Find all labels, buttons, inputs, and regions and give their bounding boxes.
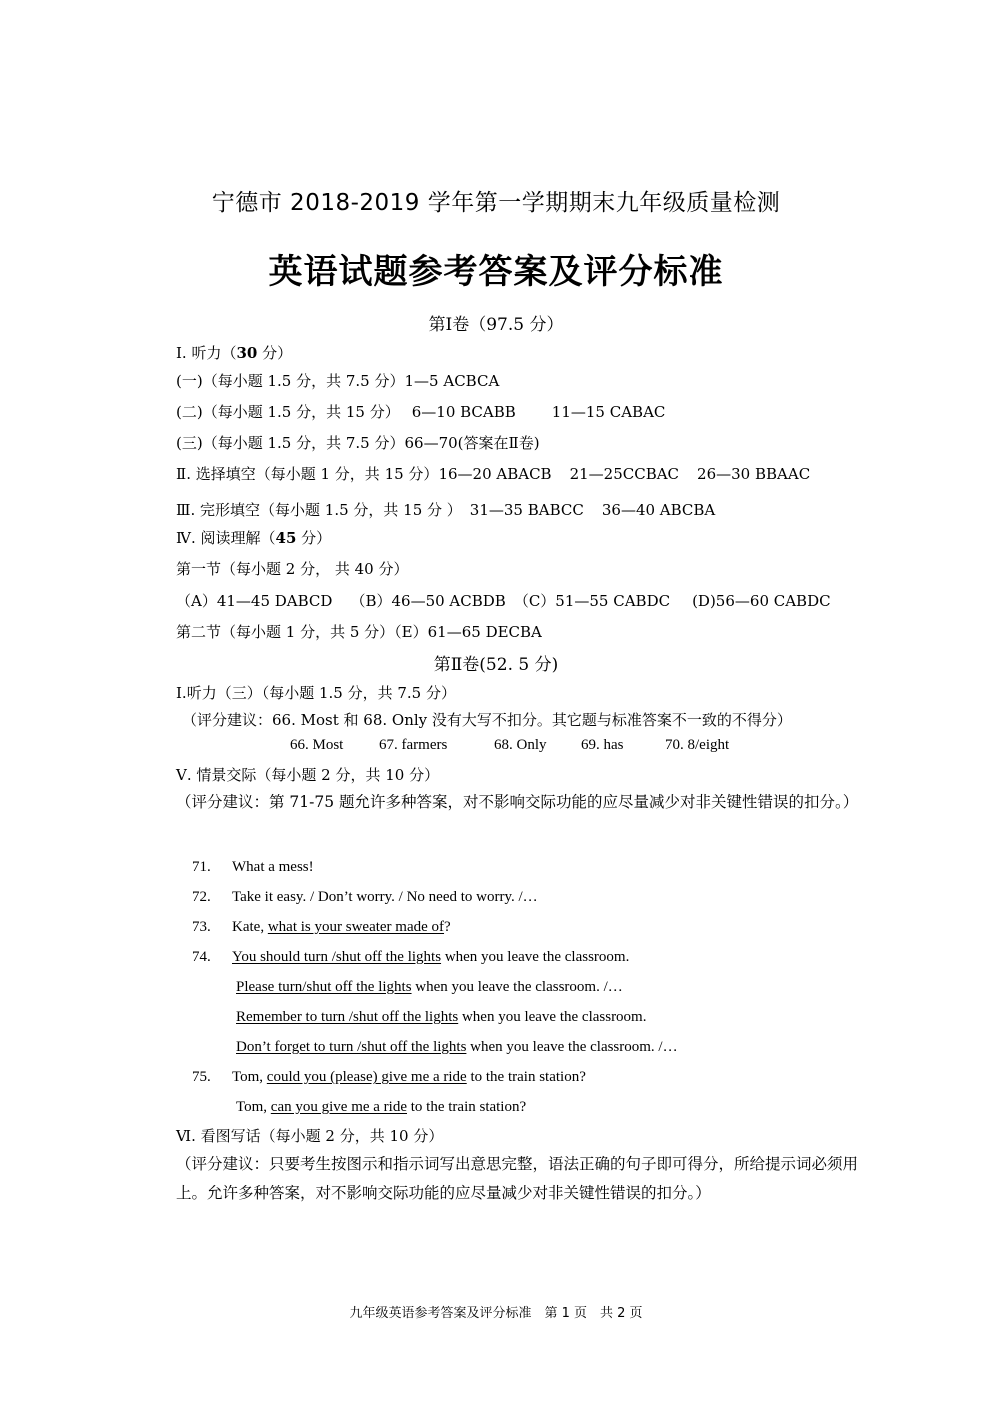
listening-sec3: (三)（每小题 1.5 分，共 7.5 分）66—70(答案在Ⅱ卷) — [176, 434, 540, 452]
dialog-heading: Ⅴ. 情景交际（每小题 2 分，共 10 分） — [176, 766, 440, 784]
answer-74: 74. You should turn /shut off the lights when you leave the classroom. — [192, 949, 630, 965]
writing-note: （评分建议：只要考生按图示和指示词写出意思完整，语法正确的句子即可得分，所给提示词必须用上。允许多种答案，对不影响交际功能的应尽量减少对非关键性错误的扣分。） — [176, 1155, 859, 1202]
answer-74-alt1: Please turn/shut off the lights when you leave the classroom. /… — [236, 979, 623, 995]
answer-75: 75. Tom, could you (please) give me a ride to the train station? — [192, 1069, 586, 1085]
document-title: 宁德市 2018-2019 学年第一学期期末九年级质量检测 — [211, 190, 781, 216]
writing-heading: Ⅵ. 看图写话（每小题 2 分，共 10 分） — [176, 1127, 444, 1145]
answer-66: 66. Most — [290, 737, 344, 753]
reading-section2: 第二节（每小题 1 分，共 5 分）（E）61—65 DECBA — [176, 623, 542, 641]
document-subtitle: 英语试题参考答案及评分标准 — [268, 252, 724, 292]
answer-70: 70. 8/eight — [665, 737, 730, 753]
page-footer: 九年级英语参考答案及评分标准 第 1 页 共 2 页 — [349, 1306, 643, 1321]
answer-68: 68. Only — [494, 737, 547, 753]
part1-heading: 第Ⅰ卷（97.5 分） — [428, 315, 564, 335]
listening-heading: Ⅰ. 听力（30 分） — [176, 344, 293, 362]
answer-74-alt2: Remember to turn /shut off the lights when you leave the classroom. — [236, 1009, 647, 1025]
answer-73: 73. Kate, what is your sweater made of? — [192, 919, 451, 935]
answer-75-alt: Tom, can you give me a ride to the train station? — [236, 1099, 527, 1115]
part2-heading: 第Ⅱ卷(52. 5 分) — [433, 655, 559, 675]
reading-section1-answers: （A）41—45 DABCD （B）46—50 ACBDB （C）51—55 CABDC (D)56—60 CABDC — [176, 592, 831, 610]
answer-67: 67. farmers — [379, 737, 448, 753]
dialog-note: （评分建议：第 71-75 题允许多种答案，对不影响交际功能的应尽量减少对非关键性错误的扣分。） — [176, 793, 859, 811]
listening3-note: （评分建议：66. Most 和 68. Only 没有大写不扣分。其它题与标准答案不一致的不得分） — [182, 711, 792, 729]
answer-69: 69. has — [581, 737, 624, 753]
reading-section1: 第一节（每小题 2 分， 共 40 分） — [176, 560, 409, 578]
multiple-choice-line: Ⅱ. 选择填空（每小题 1 分，共 15 分）16—20 ABACB 21—25CCBAC 26—30 BBAAC — [176, 465, 811, 483]
answer-72: 72. Take it easy. / Don’t worry. / No need to worry. /… — [192, 889, 538, 905]
cloze-line: Ⅲ. 完形填空（每小题 1.5 分，共 15 分 ） 31—35 BABCC 36—40 ABCBA — [176, 501, 716, 519]
reading-heading: Ⅳ. 阅读理解（45 分） — [176, 529, 332, 547]
listening-sec2: (二)（每小题 1.5 分，共 15 分） 6—10 BCABB 11—15 CABAC — [176, 403, 666, 421]
listening3-heading: Ⅰ.听力（三）（每小题 1.5 分，共 7.5 分） — [176, 684, 456, 702]
answer-71: 71. What a mess! — [192, 859, 314, 875]
listening-sec1: (一)（每小题 1.5 分，共 7.5 分）1—5 ACBCA — [176, 372, 500, 390]
answer-74-alt3: Don’t forget to turn /shut off the lights when you leave the classroom. /… — [236, 1039, 678, 1055]
